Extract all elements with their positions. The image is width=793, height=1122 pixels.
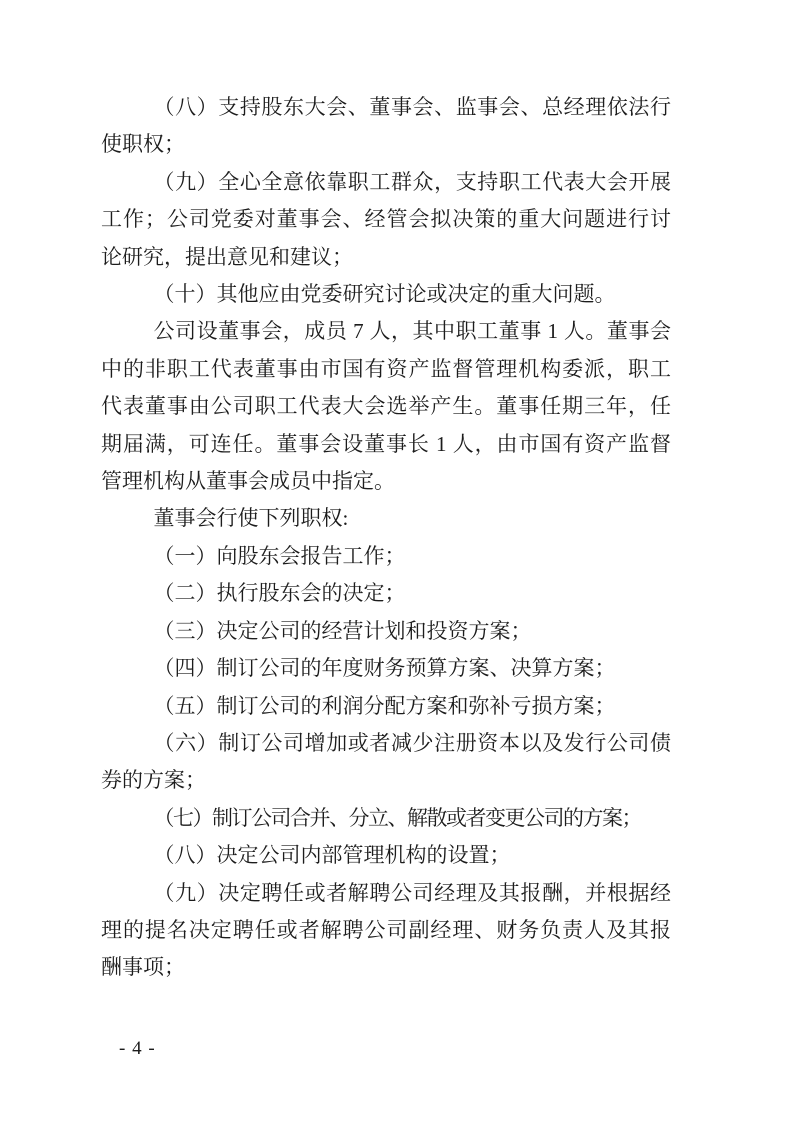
text-line: 中的非职工代表董事由市国有资产监督管理机构委派，职工 [101,356,671,381]
text-line: （四）制订公司的年度财务预算方案、决算方案； [153,656,616,681]
text-line: （七）制订公司合并、分立、解散或者变更公司的方案； [153,805,641,830]
text-line: 公司设董事会，成员 7 人，其中职工董事 1 人。董事会 [153,319,671,344]
text-line: （九）决定聘任或者解聘公司经理及其报酬，并根据经 [153,880,671,905]
page-number: - 4 - [119,1038,156,1059]
text-line: 管理机构从董事会成员中指定。 [101,469,395,494]
text-line: （十）其他应由党委研究讨论或决定的重大问题。 [153,282,616,307]
text-line: 论研究，提出意见和建议； [101,244,353,269]
text-line: 酬事项； [101,955,185,980]
text-line: （八）决定公司内部管理机构的设置； [153,843,511,868]
document-body [101,89,671,987]
text-line: （五）制订公司的利润分配方案和弥补亏损方案； [153,693,616,718]
text-line: 期届满，可连任。董事会设董事长 1 人，由市国有资产监督 [101,431,671,456]
text-line: 工作；公司党委对董事会、经管会拟决策的重大问题进行讨 [101,207,671,232]
text-line: 理的提名决定聘任或者解聘公司副经理、财务负责人及其报 [101,917,671,942]
text-line: 使职权； [101,132,185,157]
text-line: 代表董事由公司职工代表大会选举产生。董事任期三年，任 [101,394,671,419]
text-line: （三）决定公司的经营计划和投资方案； [153,618,532,643]
text-line: （二）执行股东会的决定； [153,581,406,606]
text-line: 董事会行使下列职权: [153,506,349,531]
text-line: （八）支持股东大会、董事会、监事会、总经理依法行 [153,95,671,119]
text-line: （六）制订公司增加或者减少注册资本以及发行公司债 [153,730,671,755]
text-line: （一）向股东会报告工作； [153,543,406,568]
text-line: 券的方案； [101,768,206,793]
text-line: （九）全心全意依靠职工群众，支持职工代表大会开展 [153,169,671,194]
